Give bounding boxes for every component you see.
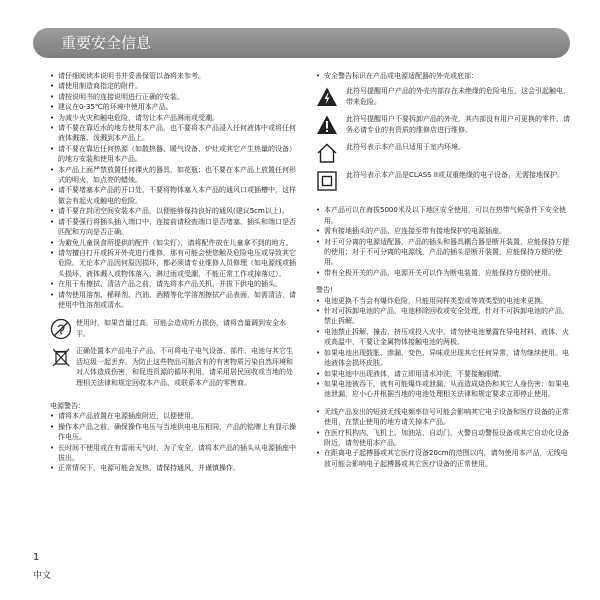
- list-item: • 请不要强行将插头插入端口中，连接前请检查端口是否堵塞、插头和端口是否匹配和方向是否正确。: [50, 217, 296, 238]
- list-item: • 请仔细阅读本说明书并妥善保管以备将来参考。: [50, 71, 296, 81]
- exclamation-warning-icon: [316, 114, 338, 136]
- list-item: • 请勿使用溶剂、稀释剂、汽油、酒精等化学溶剂擦拭产品表面，如需清洁，请使用中性溶剂或清水。: [50, 290, 296, 311]
- symbol-row: [316, 114, 574, 136]
- list-item: • 针对可拆卸电池的产品，电池移除回收或安全处理，针对不可拆卸电池的产品，禁止拆解。: [316, 306, 574, 327]
- list-item: • 无线产品发出的短波无线电频率信号可能会影响其它电子设备和医疗设备的正常使用，在禁止使用的地方请关掉本产品。: [316, 407, 574, 428]
- wireless-warning-list: [316, 407, 574, 469]
- weee-text: 正确处置本产品电子产品，不可将电子电气设备、部件、电池与其它生活垃圾一起丢弃。为防止这些物品可能含有的有害物质污染自然环境和对人体造成伤害，和促进资源的循环利用，请采用居民回收或当地的处理相关法律和规定回收本产品、或联系本产品的零售商。: [76, 347, 293, 387]
- list-item: • 请不要在靠近水的地方使用本产品，也不要将本产品浸入任何液体中或将任何液体溅落、泼溅到本产品上。: [50, 123, 296, 144]
- list-item: • 对于可分离的电源适配器，产品的插头和器具耦合器是断开装置，应能保持方便的使用；对于不可分离的电源线，产品的插头是断开装置，应能保持方便的使用。: [316, 237, 574, 268]
- list-item: • 本产品上面严禁放置任何裸火的器具，如花瓶；也不要在本产品上放置任何形式的明火，如点亮的蜡烛。: [50, 165, 296, 186]
- indoor-use-house-icon: [316, 142, 338, 164]
- list-item: • 长时间不使用或在有雷雨天气时，为了安全，请将本产品的插头从电源插座中拔出。: [50, 443, 296, 464]
- list-item: • 请按说明书的连接说明进行正确的安装。: [50, 92, 296, 102]
- list-item: • 请勿擅自打开或拆开外壳进行维修，那有可能会使您触及危险电压或导致其它危险。无论本产品因何原因损坏，都必须请专业维修人员修理（如电源线或插头损坏，液体溅入或物体落入，淋过雨或受潮，不能正常工作或掉落过）。: [50, 248, 296, 279]
- hearing-warning-text: 使用时，如果音量过高，可能会造成听力损伤，请将音量调到安全水平。: [76, 319, 286, 338]
- battery-warning-title: 警告!: [316, 286, 333, 295]
- list-item: • 正常情况下，电源可能会发热，请保持通风，并谨慎操作。: [50, 463, 296, 473]
- symbol-text: 此符号表示本产品是CLASS II或双重绝缘的电子设备，无需接地保护。: [346, 171, 564, 180]
- hearing-warning-row: [50, 318, 296, 340]
- list-item: • 如果电池出现鼓胀、渗漏、变色、异味或出现其它任何异常，请勿继续使用。电池液体会损坏皮肤。: [316, 348, 574, 369]
- symbols-intro: • 安全警告标识在产品或电源适配器的外壳或底部：: [316, 71, 574, 81]
- language-label: 中文: [33, 571, 52, 581]
- symbol-text: 此符号提醒用户产品的外壳内部存在未绝缘的危险电压，这会引起触电、带来危险。: [346, 87, 570, 106]
- page-title: 重要安全信息: [61, 34, 152, 52]
- usage-conditions-list: [316, 205, 574, 278]
- power-warning-title: 电源警告：: [50, 401, 85, 410]
- list-item: • 本产品可以在海拔5000米及以下地区安全使用，可以在热带气候条件下安全使用。: [316, 205, 574, 226]
- general-safety-list: [50, 71, 296, 310]
- page-title-bar: [33, 28, 570, 58]
- list-item: • 请不要在靠近任何热源（如散热器、暖气设备、炉灶或其它产生热量的设备）的地方安装和使用本产品。: [50, 144, 296, 165]
- symbol-text: 此符号表示本产品只适用于室内环境。: [346, 143, 465, 152]
- list-item: • 带有全极开关的产品，电源开关可以作为断电装置，应能保持方便的使用。: [316, 268, 574, 278]
- class-ii-double-square-icon: [316, 170, 338, 192]
- list-item: • 请不要在封闭空间安装本产品，以便能够保持良好的通风(建议5cm以上)。: [50, 206, 296, 216]
- power-warning-list: [50, 411, 296, 473]
- list-item: • 请使用制造商指定的附件。: [50, 81, 296, 91]
- lightning-warning-icon: [316, 86, 338, 108]
- page-number: 1: [33, 552, 40, 563]
- symbol-row: [316, 142, 574, 164]
- weee-row: [50, 346, 296, 388]
- list-item: • 电池更换不当会有爆炸危险，只能用同样类型或等效类型的电池来更换。: [316, 296, 574, 306]
- list-item: • 需有接地插头的产品，应连接至带有接地保护的电源插座。: [316, 226, 574, 236]
- list-item: • 如果电池中出现液体，请立即用清水冲洗，不要接触眼睛。: [316, 369, 574, 379]
- list-item: • 如果电池被吞下，就有可能爆炸或泄漏，从而造成烧伤和其它人身伤害；如果电池泄漏，应小心并根据当地的电池处理相关法律和规定要求立即停止使用。: [316, 379, 574, 400]
- list-item: • 操作本产品之前，确保操作电压与当地供电电压相同，产品的铭牌上有显示操作电压。: [50, 422, 296, 443]
- symbol-text: 此符号提醒用户不要拆卸产品的外壳，其内部没有用户可更换的零件，请务必请专业的有资质的维修店进行维修。: [346, 115, 570, 134]
- list-item: • 在医疗机构内、飞机上、加油站、自动门、火警自动警报设备或其它自动化设备附近，请勿使用本产品。: [316, 428, 574, 449]
- left-column: [50, 71, 296, 474]
- list-item: • 建议在0-35℃的环境中使用本产品。: [50, 102, 296, 112]
- list-item: • 在距离电子起搏器或其它医疗设备20cm的范围以内，请勿使用本产品，无线电波可能会影响电子起搏器或其它医疗设备的正常使用。: [316, 448, 574, 469]
- list-item: • 请不要堵塞本产品的开口处，不要将物体塞入本产品的通风口或插槽中，这样做会有起火或触电的危险。: [50, 185, 296, 206]
- battery-warning-list: [316, 296, 574, 400]
- list-item: • 请将本产品放置在电源插座附近，以便使用。: [50, 411, 296, 421]
- list-item: • 电池禁止拆解、撞击、挤压或投入火中，请勿使电池暴露在导电材料、液体、火或高温中，不要让金属物体接触电池的两极。: [316, 327, 574, 348]
- right-column: [316, 71, 574, 469]
- symbol-row: [316, 170, 574, 192]
- list-item: • 为避免儿童误食所提供的配件（如尖钉），请将配件放在儿童拿不到的地方。: [50, 238, 296, 248]
- crossed-bin-icon: [50, 346, 72, 368]
- hearing-loss-icon: [50, 318, 72, 340]
- list-item: • 为减少火灾和触电危险，请勿让本产品淋雨或受潮。: [50, 113, 296, 123]
- list-item: • 在用干布擦拭、清洁产品之前，请先将本产品关机，并拔下供电的插头。: [50, 279, 296, 289]
- symbol-row: [316, 86, 574, 108]
